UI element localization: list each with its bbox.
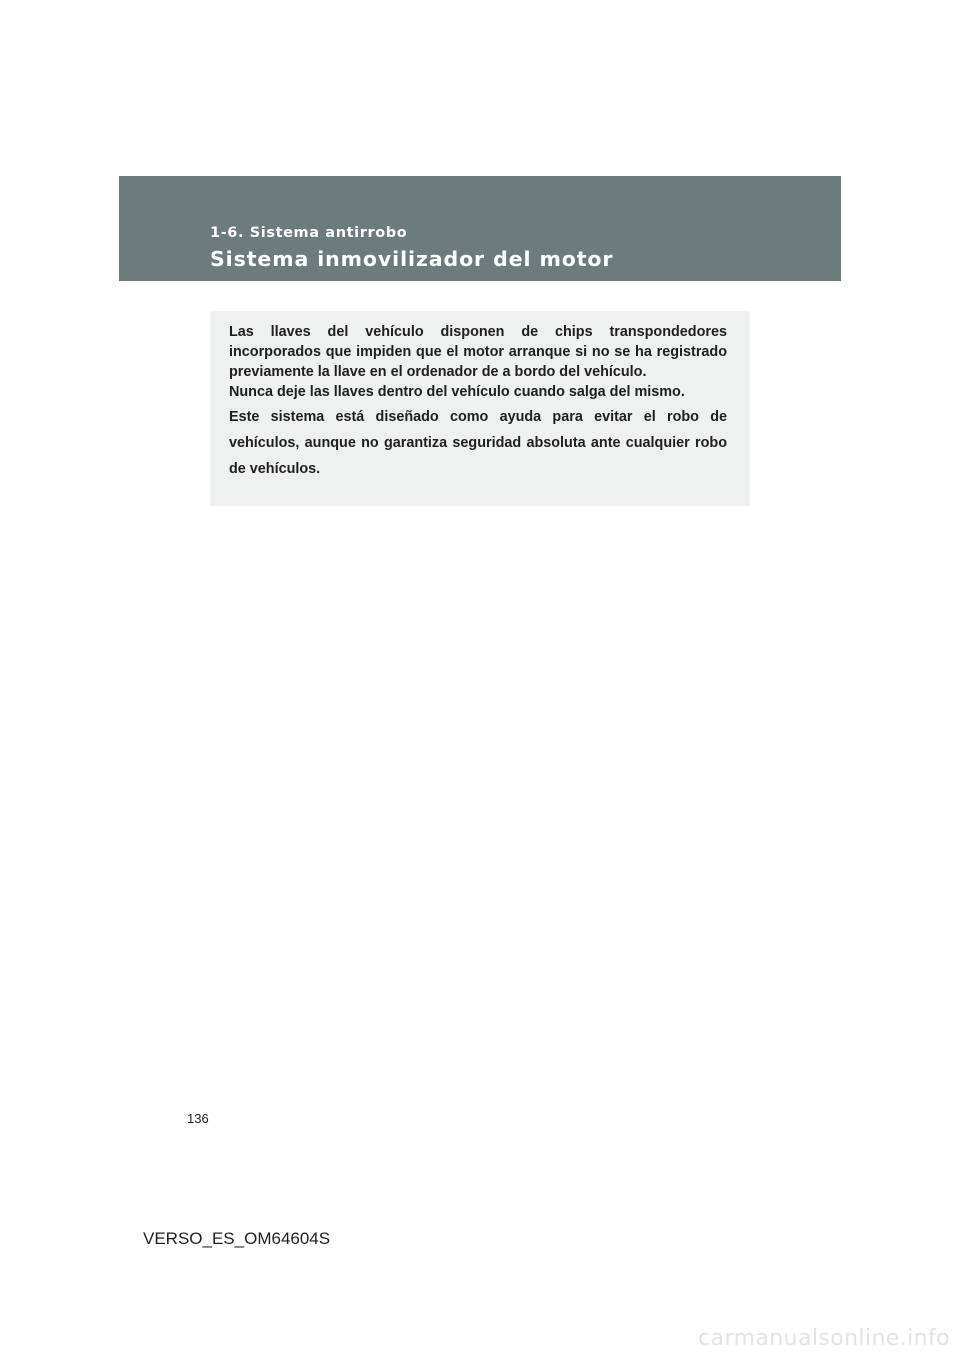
page-title: Sistema inmovilizador del motor	[210, 247, 614, 271]
info-paragraph-keys-warning: Nunca deje las llaves dentro del vehículo cuando salga del mismo.	[229, 384, 685, 400]
watermark: carmanualsonline.info	[698, 1326, 950, 1351]
section-label: 1-6. Sistema antirrobo	[210, 225, 408, 241]
info-paragraph-chips: Las llaves del vehículo disponen de chips transpondedores incorporados que impiden que el motor arranque si no se ha registrado previamente la llave en el ordenador de a bordo del vehículo.	[229, 324, 727, 380]
page-number: 136	[187, 1111, 209, 1126]
info-box	[210, 311, 750, 506]
document-code: VERSO_ES_OM64604S	[143, 1229, 331, 1248]
section-header-band	[119, 176, 841, 281]
info-paragraph-disclaimer: Este sistema está diseñado como ayuda para evitar el robo de vehículos, aunque no garantiza seguridad absoluta ante cualquier robo de vehículos.	[229, 409, 727, 477]
